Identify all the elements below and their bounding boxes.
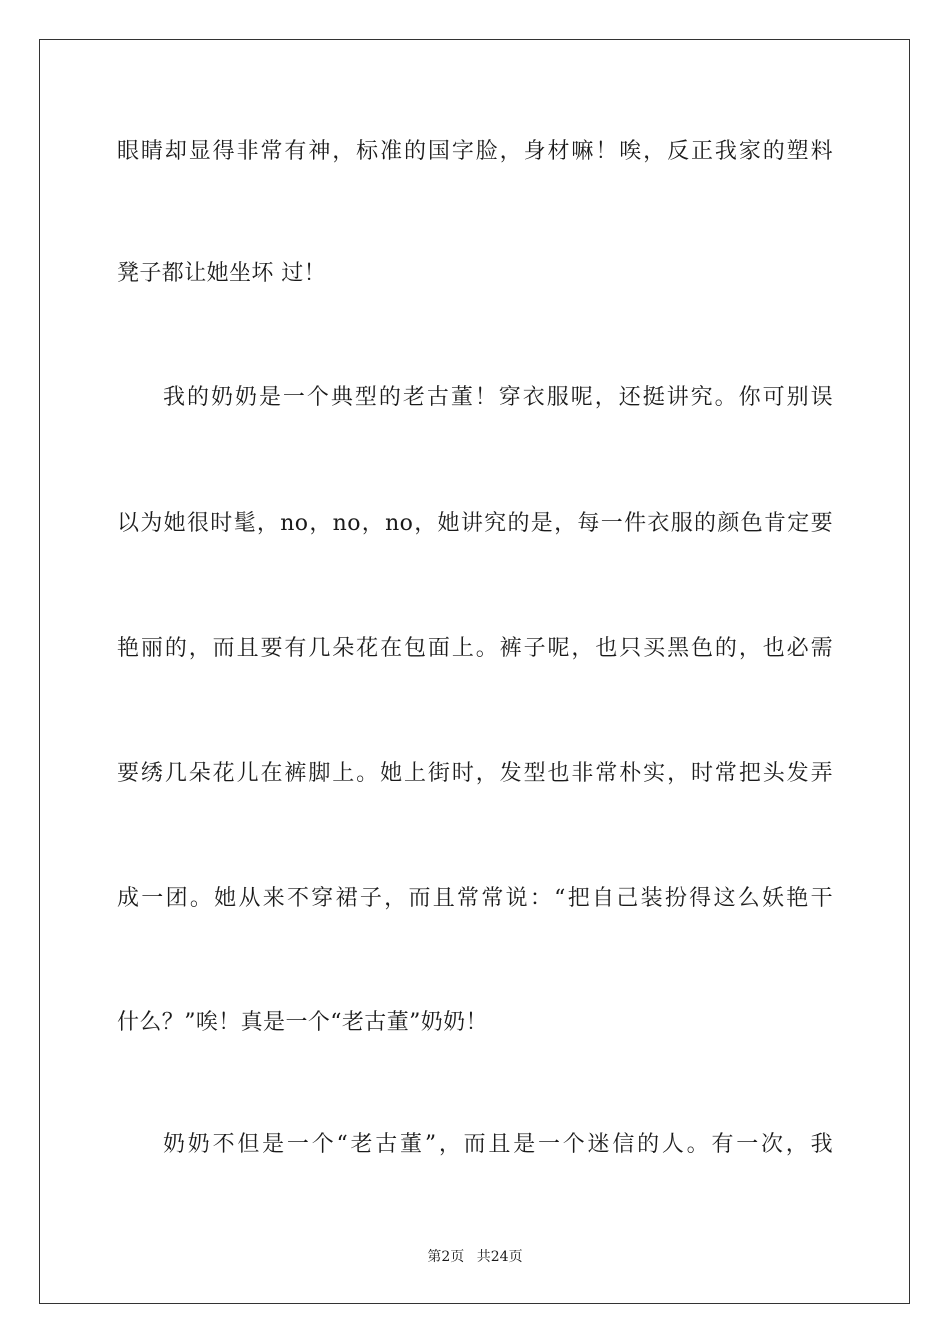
page-number: 第2页: [427, 1249, 465, 1265]
page-total: 共24页: [476, 1249, 523, 1265]
paragraph-line: 什么？”唉！真是一个“老古董”奶奶！: [117, 1010, 488, 1035]
paragraph-line: 我的奶奶是一个典型的老古董！穿衣服呢，还挺讲究。你可别误: [163, 385, 833, 410]
paragraph-line: 艳丽的，而且要有几朵花在包面上。裤子呢，也只买黑色的，也必需: [117, 636, 833, 661]
page-footer: [0, 1248, 950, 1266]
paragraph-line: 奶奶不但是一个“老古董”，而且是一个迷信的人。有一次，我: [163, 1132, 833, 1157]
paragraph-line: 要绣几朵花儿在裤脚上。她上街时，发型也非常朴实，时常把头发弄: [117, 761, 833, 786]
paragraph-line: 眼睛却显得非常有神，标准的国字脸，身材嘛！唉，反正我家的塑料: [117, 139, 833, 164]
paragraph-line: 以为她很时髦，no，no，no，她讲究的是，每一件衣服的颜色肯定要: [117, 511, 833, 536]
paragraph-line: 凳子都让她坐坏 过！: [117, 261, 326, 286]
page-border: [39, 39, 910, 1304]
paragraph-line: 成一团。她从来不穿裙子，而且常常说：“把自己装扮得这么妖艳干: [117, 886, 833, 911]
